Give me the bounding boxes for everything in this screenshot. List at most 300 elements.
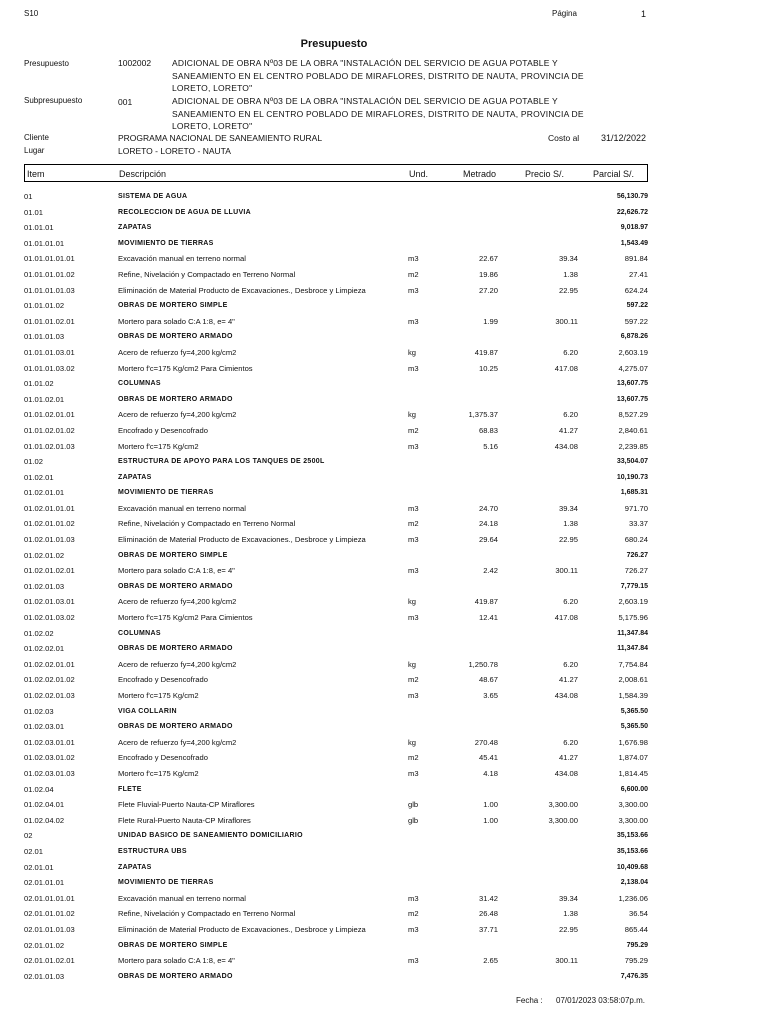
row-description: Mortero f'c=175 Kg/cm2 — [118, 441, 199, 451]
row-parcial: 7,779.15 — [620, 582, 648, 590]
presupuesto-line: LORETO, LORETO" — [172, 83, 253, 93]
row-metrado: 1,250.78 — [468, 659, 498, 669]
row-description: ESTRUCTURA DE APOYO PARA LOS TANQUES DE 2500L — [118, 458, 325, 466]
row-unit: m2 — [408, 425, 419, 435]
row-parcial: 865.44 — [624, 924, 648, 934]
row-precio: 41.27 — [558, 425, 578, 435]
table-row — [0, 283, 768, 299]
row-description: SISTEMA DE AGUA — [118, 193, 188, 200]
row-description: Acero de refuerzo fy=4,200 kg/cm2 — [118, 597, 237, 607]
row-description: Mortero para solado C:A 1:8, e= 4" — [118, 316, 235, 326]
table-row — [0, 579, 768, 595]
column-metrado: Metrado — [463, 169, 497, 179]
row-parcial: 27.41 — [628, 269, 648, 279]
table-row — [0, 532, 768, 548]
table-row — [0, 641, 768, 657]
row-parcial: 36.54 — [628, 909, 648, 919]
row-precio: 300.11 — [555, 316, 578, 326]
row-parcial: 11,347.84 — [617, 629, 648, 637]
row-parcial: 10,190.73 — [616, 473, 648, 481]
row-parcial: 1,543.49 — [620, 239, 648, 247]
row-description: ZAPATAS — [118, 863, 152, 871]
row-parcial: 7,476.35 — [620, 972, 648, 980]
row-description: MOVIMIENTO DE TIERRAS — [118, 489, 214, 497]
costo-label: Costo al — [548, 133, 580, 143]
row-metrado: 68.83 — [478, 425, 498, 435]
row-item: 01.02.03.01.01 — [24, 737, 75, 747]
row-unit: m3 — [408, 956, 419, 966]
table-row — [0, 766, 768, 782]
row-parcial: 35,153.66 — [616, 832, 648, 840]
table-row — [0, 205, 768, 221]
row-item: 02.01.01.03 — [24, 971, 65, 981]
table-row — [0, 376, 768, 392]
row-parcial: 1,874.07 — [618, 753, 648, 763]
row-parcial: 1,676.98 — [618, 737, 648, 747]
row-item: 01.02.01.01 — [24, 488, 65, 498]
row-item: 01.02.02 — [24, 628, 54, 638]
row-parcial: 2,138.04 — [620, 879, 648, 887]
page-title: Presupuesto — [300, 38, 368, 50]
row-description: OBRAS DE MORTERO ARMADO — [118, 582, 233, 590]
row-metrado: 419.87 — [474, 597, 498, 607]
row-item: 01.02 — [24, 457, 44, 467]
lugar-label: Lugar — [24, 146, 45, 155]
row-precio: 22.95 — [558, 285, 578, 295]
table-row — [0, 439, 768, 455]
table-row — [0, 938, 768, 954]
row-item: 01.02.01.01.02 — [24, 519, 75, 529]
row-parcial: 2,603.19 — [618, 597, 648, 607]
row-metrado: 10.25 — [478, 363, 498, 373]
row-metrado: 45.41 — [478, 753, 498, 763]
lugar-value: LORETO - LORETO - NAUTA — [118, 146, 231, 156]
row-unit: m2 — [408, 519, 419, 529]
row-item: 01.02.04 — [24, 784, 54, 794]
row-unit: m3 — [408, 254, 419, 264]
table-header — [24, 164, 648, 182]
row-parcial: 795.29 — [624, 956, 648, 966]
table-row — [0, 844, 768, 860]
table-row — [0, 672, 768, 688]
row-description: Encofrado y Desencofrado — [118, 675, 208, 685]
row-parcial: 3,300.00 — [618, 800, 648, 810]
table-row — [0, 891, 768, 907]
row-parcial: 10,409.68 — [616, 863, 648, 871]
row-item: 01.02.01.03.02 — [24, 613, 75, 623]
row-precio: 6.20 — [563, 347, 578, 357]
row-item: 01.02.03.01.03 — [24, 768, 75, 778]
row-item: 01.01.01.03 — [24, 332, 65, 342]
row-description: OBRAS DE MORTERO SIMPLE — [118, 302, 228, 310]
subpresupuesto-description — [172, 95, 612, 133]
row-metrado: 24.18 — [478, 519, 498, 529]
row-metrado: 3.65 — [483, 691, 498, 700]
row-description: Encofrado y Desencofrado — [118, 425, 208, 435]
row-parcial: 35,153.66 — [616, 847, 648, 855]
page-label: Página — [552, 9, 577, 18]
row-item: 01.02.01.03.01 — [24, 597, 75, 607]
row-unit: m3 — [408, 768, 419, 778]
row-description: Mortero f'c=175 Kg/cm2 Para Cimientos — [118, 613, 253, 623]
row-metrado: 31.42 — [478, 893, 498, 903]
row-parcial: 5,365.50 — [620, 707, 648, 715]
row-description: Flete Rural-Puerto Nauta-CP Miraflores — [118, 815, 251, 825]
row-precio: 39.34 — [558, 503, 578, 513]
table-row — [0, 735, 768, 751]
row-parcial: 1,236.06 — [618, 893, 648, 903]
row-item: 01.01.02.01 — [24, 394, 65, 404]
row-item: 01.01.01.01.02 — [24, 269, 75, 279]
table-row — [0, 922, 768, 938]
row-item: 01.02.01 — [24, 472, 54, 482]
row-description: ZAPATAS — [118, 224, 152, 232]
row-metrado: 1.99 — [483, 316, 498, 326]
table-row — [0, 501, 768, 517]
table-row — [0, 220, 768, 236]
table-row — [0, 361, 768, 377]
presupuesto-line: SANEAMIENTO EN EL CENTRO POBLADO DE MIRAFLORES, DISTRITO DE NAUTA, PROVINCIA DE — [172, 70, 584, 81]
row-description: OBRAS DE MORTERO ARMADO — [118, 395, 233, 403]
row-description: Acero de refuerzo fy=4,200 kg/cm2 — [118, 737, 237, 747]
row-unit: kg — [408, 347, 417, 357]
row-unit: m3 — [408, 924, 419, 934]
row-precio: 41.27 — [558, 753, 578, 763]
table-row — [0, 750, 768, 766]
row-item: 01.02.02.01 — [24, 644, 65, 654]
table-row — [0, 657, 768, 673]
row-metrado: 2.42 — [483, 566, 498, 576]
row-item: 01.01.01.01.01 — [24, 254, 75, 264]
row-parcial: 4,275.07 — [618, 363, 648, 373]
row-description: Eliminación de Material Producto de Excavaciones., Desbroce y Limpieza — [118, 285, 366, 295]
row-item: 01.01.01.03.02 — [24, 363, 75, 373]
row-metrado: 22.67 — [478, 254, 498, 264]
row-parcial: 795.29 — [626, 941, 648, 949]
budget-table-body — [0, 189, 768, 984]
row-item: 01.02.01.02.01 — [24, 566, 75, 576]
row-unit: m3 — [408, 363, 419, 373]
row-metrado: 26.48 — [478, 909, 498, 919]
row-precio: 39.34 — [558, 254, 578, 264]
row-parcial: 726.27 — [624, 566, 648, 576]
row-unit: m3 — [408, 316, 419, 326]
row-unit: kg — [408, 597, 417, 607]
row-metrado: 29.64 — [478, 535, 498, 545]
row-description: Acero de refuerzo fy=4,200 kg/cm2 — [118, 347, 237, 357]
row-metrado: 1.00 — [483, 800, 498, 810]
fecha-value: 07/01/2023 03:58:07p.m. — [556, 996, 645, 1005]
page-number: 1 — [640, 9, 646, 19]
row-unit: glb — [408, 800, 419, 810]
row-description: VIGA COLLARIN — [118, 707, 177, 715]
row-metrado: 270.48 — [474, 737, 498, 747]
row-parcial: 1,685.31 — [620, 489, 648, 497]
row-item: 02.01.01.01 — [24, 878, 65, 888]
row-unit: m3 — [408, 893, 419, 903]
row-item: 01.02.03 — [24, 706, 54, 716]
row-metrado: 37.71 — [478, 924, 498, 934]
row-item: 01.01 — [24, 207, 44, 217]
presupuesto-label: Presupuesto — [24, 59, 69, 68]
row-item: 01.01.01.03.01 — [24, 347, 75, 357]
row-precio: 300.11 — [555, 956, 578, 966]
row-unit: m2 — [408, 675, 419, 685]
row-precio: 434.08 — [554, 768, 578, 778]
row-parcial: 22,626.72 — [616, 208, 648, 216]
row-item: 01 — [24, 192, 33, 201]
table-row — [0, 516, 768, 532]
table-row — [0, 423, 768, 439]
table-row — [0, 189, 768, 205]
row-item: 02 — [24, 831, 33, 841]
row-parcial: 5,365.50 — [620, 723, 648, 731]
row-metrado: 2.65 — [483, 956, 498, 966]
row-description: Acero de refuerzo fy=4,200 kg/cm2 — [118, 410, 237, 420]
cliente-value: PROGRAMA NACIONAL DE SANEAMIENTO RURAL — [118, 133, 323, 143]
table-row — [0, 594, 768, 610]
row-unit: m2 — [408, 269, 419, 279]
row-description: Refine, Nivelación y Compactado en Terreno Normal — [118, 269, 296, 279]
presupuesto-code: 1002002 — [118, 58, 152, 68]
row-metrado: 4.18 — [483, 768, 498, 778]
row-precio: 3,300.00 — [548, 800, 578, 810]
table-row — [0, 969, 768, 985]
row-description: MOVIMIENTO DE TIERRAS — [118, 239, 214, 247]
column-und: Und. — [409, 169, 429, 179]
table-row — [0, 813, 768, 829]
row-parcial: 597.22 — [624, 316, 648, 326]
row-parcial: 5,175.96 — [618, 613, 648, 623]
row-description: Excavación manual en terreno normal — [118, 254, 246, 264]
row-item: 01.02.04.01 — [24, 800, 65, 810]
row-precio: 417.08 — [554, 613, 578, 623]
row-parcial: 597.22 — [626, 302, 648, 310]
row-description: Flete Fluvial-Puerto Nauta-CP Miraflores — [118, 800, 255, 810]
table-row — [0, 267, 768, 283]
row-parcial: 33.37 — [628, 519, 648, 529]
row-item: 02.01.01.02 — [24, 940, 65, 950]
row-description: Mortero f'c=175 Kg/cm2 — [118, 691, 199, 700]
row-unit: kg — [408, 737, 417, 747]
row-item: 01.01.02.01.01 — [24, 410, 75, 420]
column-item: Item — [27, 169, 45, 179]
row-description: Eliminación de Material Producto de Excavaciones., Desbroce y Limpieza — [118, 924, 366, 934]
row-description: MOVIMIENTO DE TIERRAS — [118, 879, 214, 887]
row-parcial: 9,018.97 — [620, 224, 648, 232]
row-item: 01.02.02.01.02 — [24, 675, 75, 685]
row-metrado: 1,375.37 — [468, 410, 498, 420]
row-metrado: 12.41 — [478, 613, 498, 623]
row-precio: 6.20 — [563, 597, 578, 607]
row-item: 01.01.01.01.03 — [24, 285, 75, 295]
subpresupuesto-line: SANEAMIENTO EN EL CENTRO POBLADO DE MIRAFLORES, DISTRITO DE NAUTA, PROVINCIA DE — [172, 108, 584, 119]
costo-date: 31/12/2022 — [600, 133, 646, 143]
table-row — [0, 875, 768, 891]
row-description: OBRAS DE MORTERO ARMADO — [118, 723, 233, 731]
row-parcial: 2,008.61 — [618, 675, 648, 685]
row-precio: 22.95 — [558, 535, 578, 545]
row-item: 01.02.01.01.01 — [24, 503, 75, 513]
row-unit: m2 — [408, 753, 419, 763]
row-precio: 1.38 — [563, 909, 578, 919]
row-item: 01.02.01.02 — [24, 550, 65, 560]
row-precio: 6.20 — [563, 659, 578, 669]
table-row — [0, 828, 768, 844]
row-description: Excavación manual en terreno normal — [118, 503, 246, 513]
row-item: 01.02.01.03 — [24, 581, 65, 591]
row-item: 01.01.01.02 — [24, 301, 65, 311]
row-parcial: 1,814.45 — [618, 768, 648, 778]
row-description: ESTRUCTURA UBS — [118, 847, 187, 855]
row-item: 01.02.03.01 — [24, 722, 65, 732]
row-unit: kg — [408, 410, 417, 420]
row-description: Encofrado y Desencofrado — [118, 753, 208, 763]
row-metrado: 1.00 — [483, 815, 498, 825]
row-parcial: 33,504.07 — [616, 458, 648, 466]
table-row — [0, 548, 768, 564]
row-unit: glb — [408, 815, 419, 825]
row-metrado: 419.87 — [474, 347, 498, 357]
row-description: Refine, Nivelación y Compactado en Terreno Normal — [118, 909, 296, 919]
row-precio: 417.08 — [554, 363, 578, 373]
row-description: Eliminación de Material Producto de Excavaciones., Desbroce y Limpieza — [118, 535, 366, 545]
table-row — [0, 563, 768, 579]
row-parcial: 1,584.39 — [618, 691, 648, 700]
table-row — [0, 329, 768, 345]
table-row — [0, 485, 768, 501]
row-precio: 1.38 — [563, 269, 578, 279]
row-parcial: 891.84 — [624, 254, 648, 264]
row-precio: 22.95 — [558, 924, 578, 934]
row-description: Refine, Nivelación y Compactado en Terreno Normal — [118, 519, 296, 529]
row-parcial: 726.27 — [626, 551, 648, 559]
row-item: 02.01 — [24, 846, 44, 856]
table-row — [0, 953, 768, 969]
row-metrado: 24.70 — [478, 503, 498, 513]
row-description: OBRAS DE MORTERO SIMPLE — [118, 551, 228, 559]
row-description: OBRAS DE MORTERO ARMADO — [118, 645, 233, 653]
row-parcial: 11,347.84 — [617, 645, 648, 653]
row-item: 01.01.02.01.03 — [24, 441, 75, 451]
row-unit: m3 — [408, 566, 419, 576]
row-parcial: 7,754.84 — [618, 659, 648, 669]
table-row — [0, 860, 768, 876]
subpresupuesto-label: Subpresupuesto — [24, 96, 83, 105]
row-item: 01.01.01.01 — [24, 238, 65, 248]
row-unit: m3 — [408, 535, 419, 545]
row-description: UNIDAD BASICO DE SANEAMIENTO DOMICILIARIO — [118, 832, 303, 840]
row-description: Mortero para solado C:A 1:8, e= 4" — [118, 956, 235, 966]
row-description: Mortero para solado C:A 1:8, e= 4" — [118, 566, 235, 576]
cliente-label: Cliente — [24, 133, 49, 142]
table-row — [0, 454, 768, 470]
table-row — [0, 251, 768, 267]
row-description: COLUMNAS — [118, 380, 161, 388]
table-row — [0, 392, 768, 408]
row-precio: 6.20 — [563, 737, 578, 747]
table-row — [0, 626, 768, 642]
column-descripcion: Descripción — [119, 169, 167, 179]
table-row — [0, 610, 768, 626]
row-unit: m3 — [408, 285, 419, 295]
row-parcial: 624.24 — [624, 285, 648, 295]
presupuesto-description — [172, 57, 612, 95]
row-unit: m2 — [408, 909, 419, 919]
row-description: COLUMNAS — [118, 629, 161, 637]
table-row — [0, 298, 768, 314]
table-row — [0, 782, 768, 798]
table-row — [0, 704, 768, 720]
row-parcial: 13,607.75 — [616, 380, 648, 388]
row-unit: kg — [408, 659, 417, 669]
row-description: Acero de refuerzo fy=4,200 kg/cm2 — [118, 659, 237, 669]
row-precio: 434.08 — [554, 441, 578, 451]
row-precio: 3,300.00 — [548, 815, 578, 825]
subpresupuesto-code: 001 — [118, 97, 133, 107]
row-item: 01.02.02.01.03 — [24, 691, 75, 700]
row-unit: m3 — [408, 613, 419, 623]
row-description: Excavación manual en terreno normal — [118, 893, 246, 903]
row-item: 02.01.01.01.02 — [24, 909, 75, 919]
row-precio: 434.08 — [554, 691, 578, 700]
row-description: Mortero f'c=175 Kg/cm2 Para Cimientos — [118, 363, 253, 373]
row-description: OBRAS DE MORTERO SIMPLE — [118, 941, 228, 949]
row-parcial: 56,130.79 — [616, 193, 648, 200]
column-precio: Precio S/. — [525, 169, 565, 179]
row-parcial: 680.24 — [624, 535, 648, 545]
row-parcial: 8,527.29 — [618, 410, 648, 420]
row-item: 02.01.01.01.01 — [24, 893, 75, 903]
row-item: 01.01.02.01.02 — [24, 425, 75, 435]
column-parcial: Parcial S/. — [593, 169, 635, 179]
row-item: 02.01.01.01.03 — [24, 924, 75, 934]
row-precio: 1.38 — [563, 519, 578, 529]
row-parcial: 6,600.00 — [620, 785, 648, 793]
table-row — [0, 797, 768, 813]
row-item: 01.02.04.02 — [24, 815, 65, 825]
subpresupuesto-line: LORETO, LORETO" — [172, 121, 253, 131]
row-item: 02.01.01.02.01 — [24, 956, 75, 966]
table-row — [0, 407, 768, 423]
row-precio: 300.11 — [555, 566, 578, 576]
row-parcial: 2,239.85 — [618, 441, 648, 451]
row-description: OBRAS DE MORTERO ARMADO — [118, 333, 233, 341]
row-metrado: 27.20 — [478, 285, 498, 295]
row-item: 01.02.03.01.02 — [24, 753, 75, 763]
table-row — [0, 345, 768, 361]
row-metrado: 19.86 — [478, 269, 498, 279]
row-item: 01.01.01.02.01 — [24, 316, 75, 326]
row-item: 01.01.02 — [24, 379, 54, 389]
subpresupuesto-line: ADICIONAL DE OBRA Nº03 DE LA OBRA "INSTALACIÓN DEL SERVICIO DE AGUA POTABLE Y — [172, 96, 558, 106]
row-unit: m3 — [408, 691, 419, 700]
row-description: OBRAS DE MORTERO ARMADO — [118, 972, 233, 980]
table-row — [0, 470, 768, 486]
row-precio: 41.27 — [558, 675, 578, 685]
row-parcial: 3,300.00 — [618, 815, 648, 825]
row-unit: m3 — [408, 441, 419, 451]
row-description: Mortero f'c=175 Kg/cm2 — [118, 768, 199, 778]
row-description: ZAPATAS — [118, 473, 152, 481]
table-row — [0, 906, 768, 922]
row-unit: m3 — [408, 503, 419, 513]
row-parcial: 971.70 — [624, 503, 648, 513]
row-parcial: 2,840.61 — [618, 425, 648, 435]
fecha-label: Fecha : — [516, 996, 543, 1005]
row-item: 02.01.01 — [24, 862, 54, 872]
row-parcial: 6,878.26 — [620, 333, 648, 341]
